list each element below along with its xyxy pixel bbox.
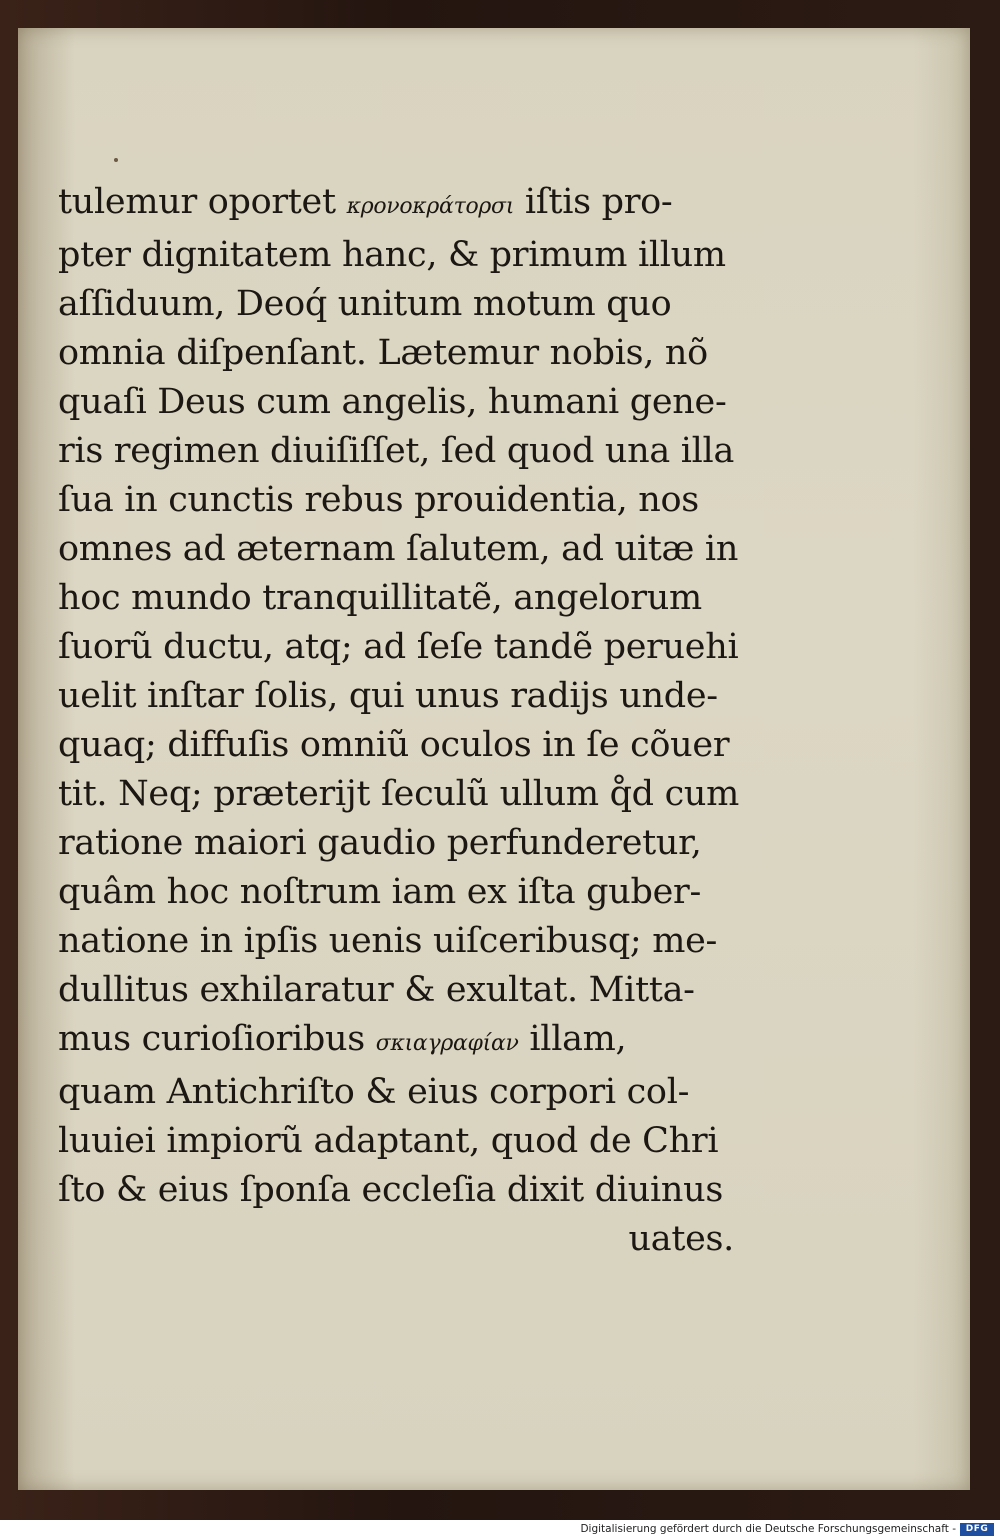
text-segment: omnes ad æternam ſalutem, ad uitæ in bbox=[58, 529, 739, 569]
text-line bbox=[58, 1166, 738, 1215]
text-line bbox=[58, 770, 738, 819]
footer-credit bbox=[580, 1523, 956, 1535]
text-line bbox=[58, 231, 738, 280]
text-segment: ratione maiori gaudio perfunderetur, bbox=[58, 823, 702, 863]
footer-separator: - bbox=[948, 1523, 956, 1535]
text-segment: omnia diſpenſant. Lætemur nobis, nõ bbox=[58, 333, 708, 373]
text-line bbox=[58, 623, 738, 672]
text-segment: quam Antichriſto & eius corpori col- bbox=[58, 1072, 690, 1112]
footer-bar bbox=[0, 1520, 1000, 1539]
text-segment: quâm hoc noſtrum iam ex iſta guber- bbox=[58, 872, 701, 912]
page-mark bbox=[114, 158, 118, 162]
greek-word: σκιαγραφίαν bbox=[375, 1031, 519, 1056]
text-segment: ris regimen diuiſiſſet, ſed quod una illa bbox=[58, 431, 735, 471]
text-line bbox=[58, 1117, 738, 1166]
text-line bbox=[58, 1068, 738, 1117]
text-segment: ſuorũ ductu, atq; ad ſeſe tandẽ peruehi bbox=[58, 627, 739, 667]
text-line bbox=[58, 1015, 738, 1068]
text-segment: uelit inſtar ſolis, qui unus radijs unde- bbox=[58, 676, 718, 716]
text-segment: aſſiduum, Deoq́ unitum motum quo bbox=[58, 284, 672, 324]
footer-credit-text: Digitalisierung gefördert durch die Deutsche Forschungsgemeinschaft bbox=[580, 1523, 949, 1535]
text-line bbox=[58, 427, 738, 476]
text-line bbox=[58, 819, 738, 868]
text-line bbox=[58, 672, 738, 721]
text-line bbox=[58, 721, 738, 770]
text-line bbox=[58, 178, 738, 231]
text-line bbox=[58, 917, 738, 966]
text-segment: mus curioſioribus bbox=[58, 1019, 376, 1059]
text-segment: ſto & eius ſponſa eccleſia dixit diuinus bbox=[58, 1170, 724, 1210]
text-segment: tulemur oportet bbox=[58, 182, 347, 222]
greek-word: κρονοκράτορσι bbox=[346, 194, 515, 219]
text-segment: quaſi Deus cum angelis, humani gene- bbox=[58, 382, 727, 422]
text-segment: iſtis pro- bbox=[514, 182, 673, 222]
text-line bbox=[58, 329, 738, 378]
body-text bbox=[58, 178, 738, 1264]
text-line bbox=[58, 525, 738, 574]
text-segment: dullitus exhilaratur & exultat. Mitta- bbox=[58, 970, 695, 1010]
catchword-line: uates. bbox=[628, 1219, 734, 1259]
book-page bbox=[18, 28, 970, 1490]
dfg-logo: DFG bbox=[960, 1523, 994, 1536]
text-segment: tit. Neq; præterijt ſeculũ ullum q̊d cum bbox=[58, 774, 740, 814]
text-line bbox=[58, 966, 738, 1015]
text-line bbox=[58, 476, 738, 525]
text-line bbox=[58, 378, 738, 427]
text-segment: illam, bbox=[518, 1019, 627, 1059]
text-segment: quaq; diffuſis omniũ oculos in ſe cõuer bbox=[58, 725, 730, 765]
text-segment: luuiei impiorũ adaptant, quod de Chri bbox=[58, 1121, 719, 1161]
text-line bbox=[58, 280, 738, 329]
text-segment: natione in ipſis uenis uiſceribusq; me- bbox=[58, 921, 718, 961]
text-segment: ſua in cunctis rebus prouidentia, nos bbox=[58, 480, 699, 520]
text-line bbox=[58, 574, 738, 623]
text-line bbox=[58, 868, 738, 917]
text-segment: pter dignitatem hanc, & primum illum bbox=[58, 235, 726, 275]
text-segment: hoc mundo tranquillitatẽ, angelorum bbox=[58, 578, 702, 618]
